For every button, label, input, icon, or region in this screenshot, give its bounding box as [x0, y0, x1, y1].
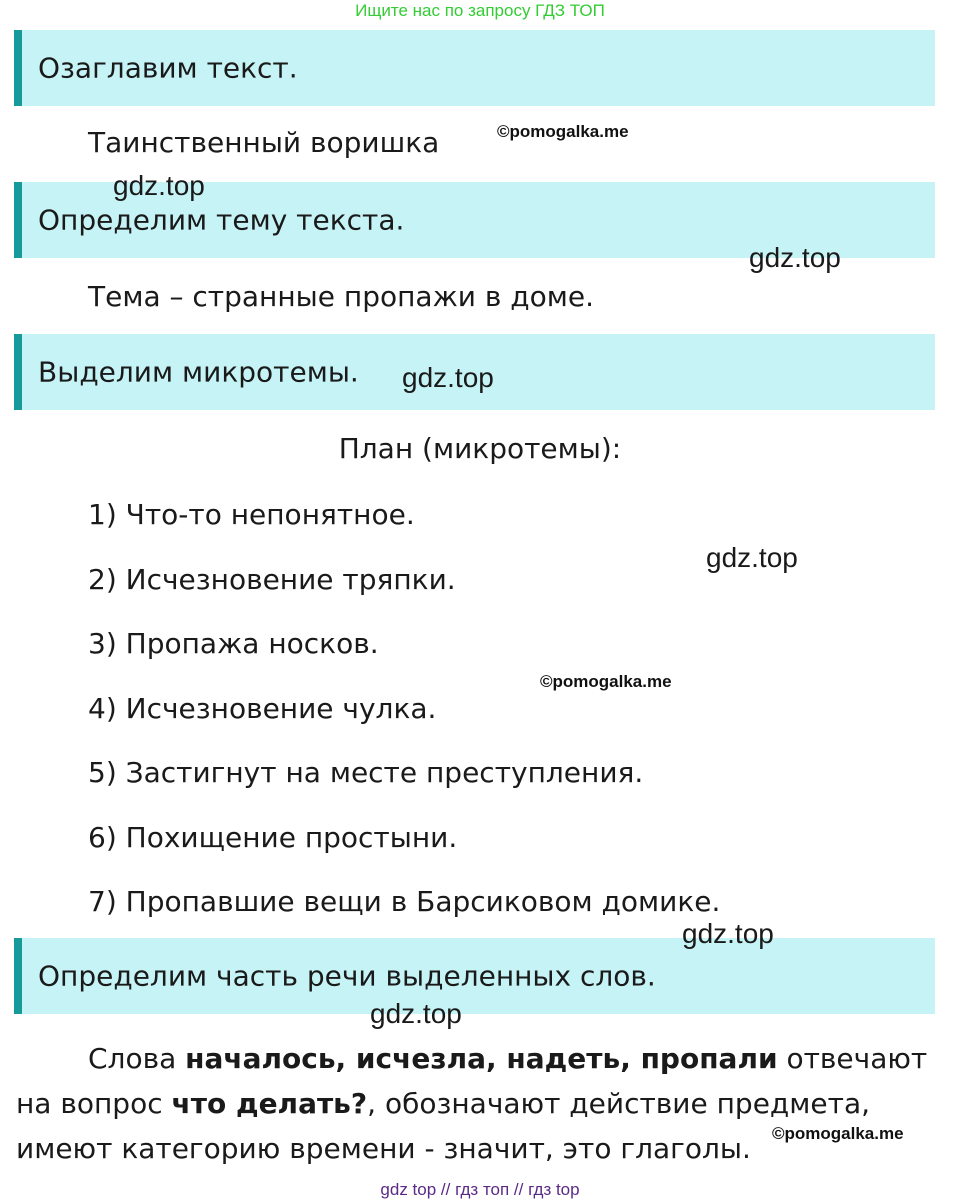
- plan-title: План (микротемы):: [338, 432, 622, 465]
- list-item: 7) Пропавшие вещи в Барсиковом домике.: [88, 885, 721, 918]
- highlighted-words: началось, исчезла, надеть, пропали: [185, 1042, 778, 1075]
- list-item: 1) Что-то непонятное.: [88, 498, 415, 531]
- heading-bar-title: [14, 30, 935, 106]
- highlighted-question: что делать?: [171, 1087, 368, 1120]
- answer-paragraph: [16, 1036, 946, 1171]
- answer-text: отвечают на вопрос: [16, 1042, 928, 1120]
- answer-theme: Тема – странные пропажи в доме.: [88, 280, 595, 313]
- watermark-gdz: gdz.top: [682, 918, 774, 949]
- list-item: 4) Исчезновение чулка.: [88, 691, 437, 725]
- list-item: 2) Исчезновение тряпки.: [88, 562, 456, 596]
- watermark-gdz: gdz.top: [706, 542, 798, 573]
- answer-text: Слова: [88, 1042, 186, 1075]
- list-item: 5) Застигнут на месте преступления.: [88, 756, 644, 789]
- answer-text: , обозначают действие предмета, имеют категорию времени - значит, это глаголы.: [16, 1087, 871, 1165]
- heading-pos: Определим часть речи выделенных слов.: [38, 959, 656, 993]
- watermark-gdz: gdz.top: [402, 362, 494, 393]
- watermark-gdz: gdz.top: [749, 242, 841, 273]
- watermark-pomogalka: ©pomogalka.me: [497, 122, 629, 141]
- heading-micro: Выделим микротемы.: [38, 355, 359, 389]
- watermark-pomogalka: ©pomogalka.me: [772, 1124, 904, 1143]
- top-banner: Ищите нас по запросу ГДЗ ТОП: [355, 1, 605, 20]
- heading-bar-pos: [14, 938, 935, 1014]
- footer: gdz top // гдз топ // гдз top: [380, 1180, 580, 1199]
- answer-title: Таинственный воришка: [88, 126, 440, 159]
- heading-title: Озаглавим текст.: [38, 51, 298, 85]
- plan-list: [88, 498, 720, 950]
- watermark-pomogalka: ©pomogalka.me: [540, 672, 672, 691]
- watermark-gdz: gdz.top: [370, 998, 462, 1029]
- watermark-gdz: gdz.top: [113, 170, 205, 201]
- heading-theme: Определим тему текста.: [38, 203, 405, 237]
- list-item: 6) Похищение простыни.: [88, 820, 458, 854]
- list-item: 3) Пропажа носков.: [88, 627, 379, 660]
